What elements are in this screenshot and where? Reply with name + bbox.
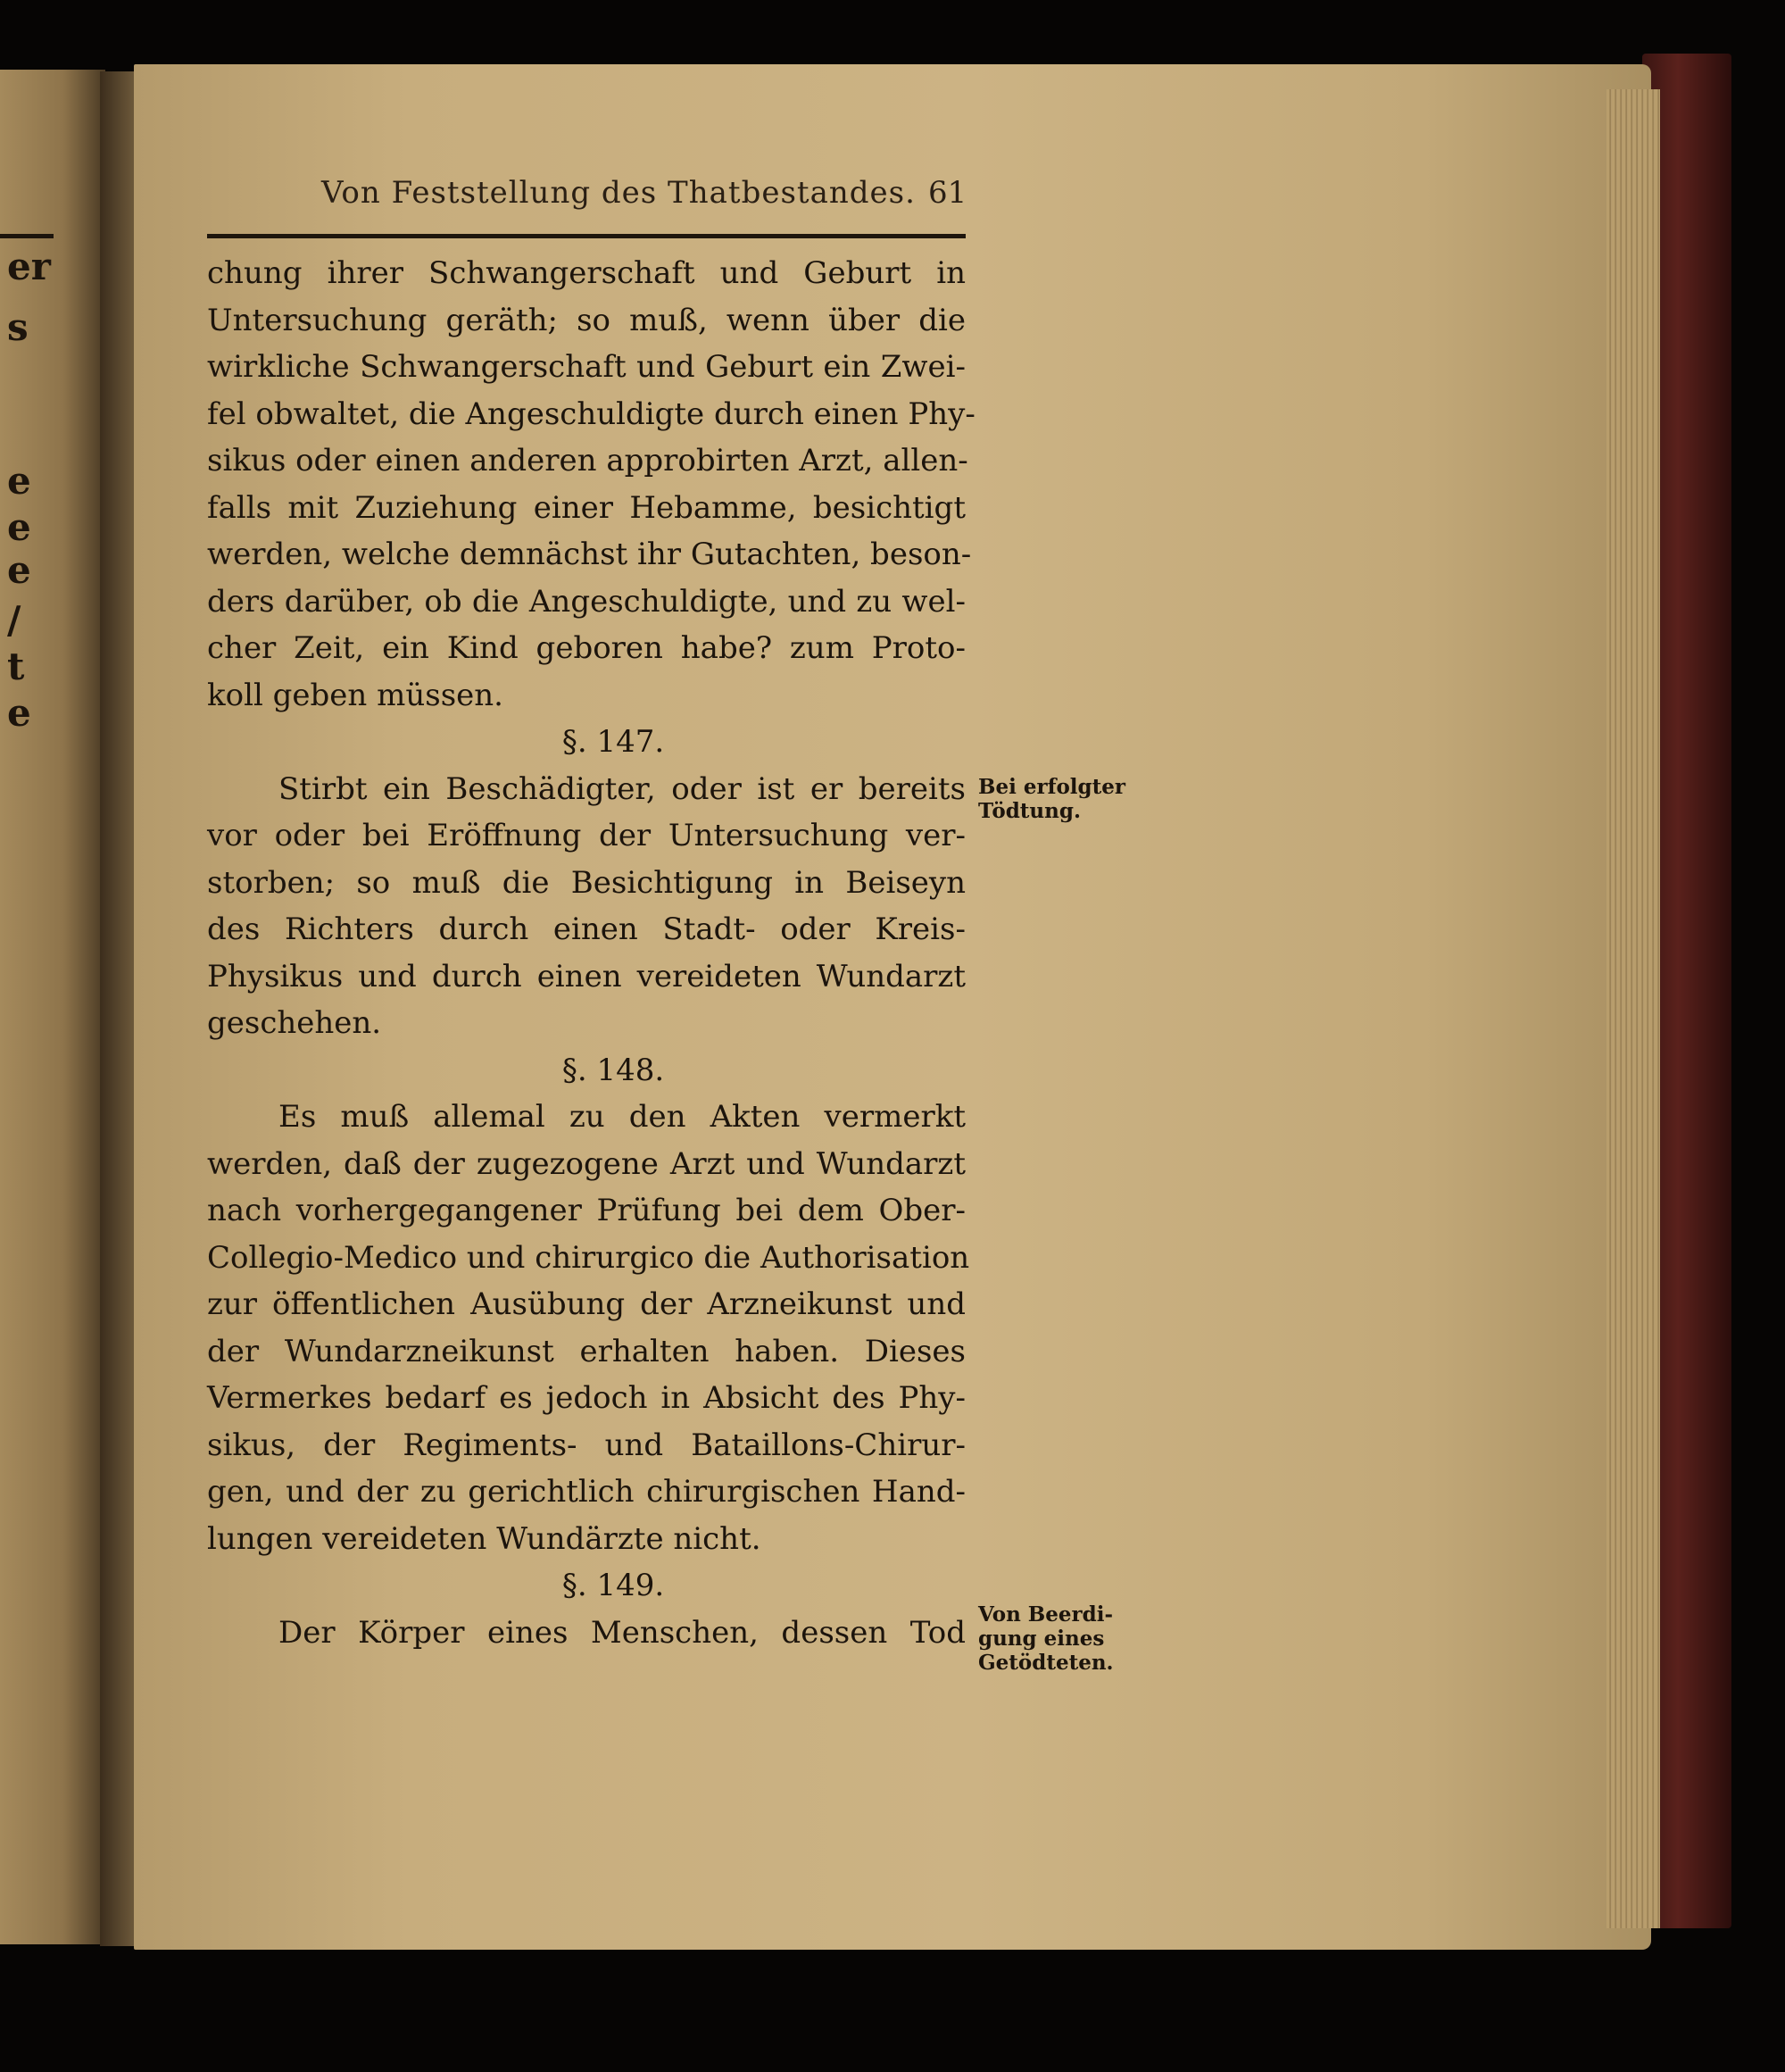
text-line: ders darüber, ob die Angeschuldigte, und zu wel- (207, 583, 966, 620)
margin-note-line: gung eines (978, 1627, 1105, 1651)
left-page (0, 70, 105, 1944)
text-line: lungen vereideten Wundärzte nicht. (207, 1520, 761, 1557)
text-line: Der Körper eines Menschen, dessen Tod (278, 1614, 966, 1651)
text-line: fel obwaltet, die Angeschuldigte durch einen Phy- (207, 395, 976, 432)
margin-note-line: Tödtung. (978, 799, 1081, 823)
left-page-rule (0, 234, 54, 238)
margin-note-line: Getödteten. (978, 1651, 1114, 1675)
text-line: gen, und der zu gerichtlich chirurgischen Hand- (207, 1474, 966, 1510)
text-line: sikus oder einen anderen approbirten Arzt, allen- (207, 443, 968, 478)
margin-note-toedtung (978, 775, 1157, 823)
text-line: nach vorhergegangener Prüfung bei dem Ober- (207, 1193, 966, 1228)
text-line: koll geben müssen. (207, 677, 503, 713)
text-line: Physikus und durch einen vereideten Wundarzt (207, 958, 966, 994)
text-line: Vermerkes bedarf es jedoch in Absicht des Phy- (207, 1380, 966, 1416)
header-rule (207, 234, 966, 238)
text-line: Es muß allemal zu den Akten vermerkt (278, 1099, 966, 1135)
page-edges (1606, 89, 1660, 1928)
text-line: cher Zeit, ein Kind geboren habe? zum Proto- (207, 630, 966, 666)
text-line: geschehen. (207, 1005, 382, 1041)
left-page-fragment: e (7, 548, 31, 592)
text-line: des Richters durch einen Stadt- oder Kreis- (207, 911, 966, 947)
left-page-fragment: e (7, 691, 31, 735)
paragraph-number: §. 147. (561, 724, 665, 760)
left-page-fragment: e (7, 505, 31, 549)
text-line: werden, welche demnächst ihr Gutachten, beson- (207, 537, 972, 572)
text-line: storben; so muß die Besichtigung in Beiseyn (207, 864, 966, 901)
text-line: vor oder bei Eröffnung der Untersuchung ver- (207, 818, 966, 853)
paragraph-number: §. 149. (561, 1568, 665, 1603)
text-line: chung ihrer Schwangerschaft und Geburt in (207, 255, 966, 291)
margin-note-line: Von Beerdi- (978, 1602, 1113, 1627)
text-line: sikus, der Regiments- und Bataillons-Chirur- (207, 1427, 966, 1463)
text-line: werden, daß der zugezogene Arzt und Wundarzt (207, 1145, 966, 1182)
body-text (207, 250, 976, 1656)
paragraph-number: §. 148. (561, 1052, 665, 1088)
left-page-fragment: t (7, 645, 25, 688)
text-line: Stirbt ein Beschädigter, oder ist er bereits (278, 770, 966, 807)
text-line: der Wundarzneikunst erhalten haben. Dieses (207, 1333, 966, 1369)
left-page-fragment: s (7, 305, 29, 349)
text-line: wirkliche Schwangerschaft und Geburt ein Zwei- (207, 349, 966, 385)
left-page-fragment: / (7, 598, 21, 642)
margin-note-line: Bei erfolgter (978, 775, 1125, 799)
text-line: Untersuchung geräth; so muß, wenn über die (207, 302, 966, 338)
text-line: Collegio-Medico und chirurgico die Authorisation (207, 1239, 970, 1276)
text-line: zur öffentlichen Ausübung der Arzneikunst und (207, 1286, 966, 1322)
left-page-fragment: er (7, 245, 51, 288)
running-head: Von Feststellung des Thatbestandes. (321, 175, 916, 211)
text-line: falls mit Zuziehung einer Hebamme, besichtigt (207, 489, 966, 526)
margin-note-beerdigung (978, 1602, 1157, 1675)
page-number: 61 (928, 175, 967, 211)
left-page-fragment: e (7, 459, 31, 503)
